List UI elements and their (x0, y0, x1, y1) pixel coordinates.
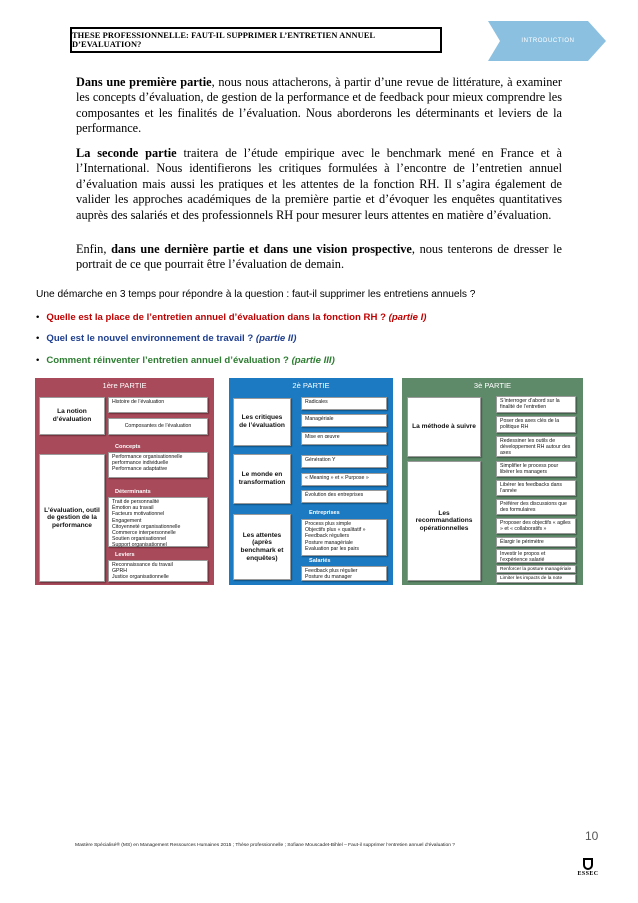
item-box: Élargir le périmètre (496, 537, 576, 547)
item-box: Reconnaissance du travail GPRH Justice organisationnelle (108, 560, 208, 582)
item-box: S’interroger d’abord sur la finalité de l’entretien (496, 396, 576, 413)
paragraph-part-one (76, 75, 562, 137)
panel-heading: 3è PARTIE (473, 380, 512, 390)
bullet-tag: (partie II) (255, 333, 297, 344)
bullet-tag: (partie I) (388, 312, 427, 323)
item-box: Feedback plus régulier Posture du manager (301, 566, 387, 581)
paragraph-lead: La seconde partie (76, 146, 177, 160)
panel-heading: 2è PARTIE (292, 380, 330, 390)
paragraph-text: traitera de l’étude empirique avec le benchmark mené en France et à l’International. Nous identifierons les critiques formulées à l’encontre de l’entretien annuel d’évaluation mais aussi les pratiques et les attentes de la fonction RH. Il s’agira également de valider les approches académiques de la première partie et d’évoquer les enquêtes quantitatives auprès des salariés et des professionnels RH pour mesurer leurs attentes en matière d’évaluation. (76, 146, 562, 222)
paragraph-text: , nous nous attacherons, à partir d’une revue de littérature, à examiner les concepts d’évaluation, de gestion de la performance et de feedback pour mieux comprendre les composantes et les finalités de l’évaluation. Nous aborderons les déterminants et leviers de la performance. (76, 75, 562, 136)
page-number: 10 (585, 829, 599, 843)
item-box: Investir le propos et l’expérience salarié (496, 549, 576, 563)
item-box: Managériale (301, 414, 387, 427)
item-box: Limiter les impacts de la note (496, 574, 576, 583)
item-box: Génération Y (301, 455, 387, 468)
figure-title: Une démarche en 3 temps pour répondre à la question : faut-il supprimer les entretiens annuels ? (36, 289, 476, 300)
bullet-text: Quel est le nouvel environnement de travail ? (46, 333, 254, 344)
paragraph-text: , nous tenterons de dresser le portrait de ce que pourrait être l’évaluation de demain. (76, 242, 563, 272)
figure-bullet-3: • Comment réinventer l’entretien annuel d’évaluation ? (partie III) (36, 355, 335, 366)
group-label: Déterminants (115, 489, 151, 495)
figure-bullet-2: • Quel est le nouvel environnement de travail ? (partie II) (36, 333, 297, 344)
concept-box: L’évaluation, outil de gestion de la performance (39, 454, 105, 582)
diagram-panel-part-1 (35, 378, 214, 585)
item-box: Histoire de l’évaluation (108, 397, 208, 413)
item-box: Poser des axes clés de la politique RH (496, 416, 576, 433)
item-box: Évolution des entreprises (301, 490, 387, 503)
item-box: « Meaning » et « Purpose » (301, 473, 387, 486)
group-label: Concepts (115, 444, 141, 450)
item-box: Préférer des discussions que des formulaires (496, 499, 576, 515)
paragraph-part-three (76, 242, 562, 273)
panel-heading: 1ère PARTIE (102, 380, 147, 390)
diagram-panel-part-3 (402, 378, 583, 585)
item-box: Renforcer la posture managériale (496, 565, 576, 573)
paragraph-lead: dans une dernière partie et dans une vision prospective (111, 242, 412, 256)
essec-logo (575, 858, 601, 877)
concept-box: La méthode à suivre (407, 397, 481, 457)
item-box: Proposer des objectifs « agiles » et « collaboratifs » (496, 518, 576, 534)
section-tab-label: INTRODUCTION (521, 38, 575, 44)
item-box: Composantes de l’évaluation (108, 418, 208, 435)
shield-icon (583, 858, 593, 870)
item-box: Libérer les feedbacks dans l’année (496, 480, 576, 496)
bullet-tag: (partie III) (291, 355, 335, 366)
footer-text: Mastère Spécialisé® (MS) en Management Ressources Humaines 2015 ; Thèse professionnelle ; Sofiane Mouscadet-Bihlel – Faut-il supprimer l’entretien annuel d’évaluation ? (75, 843, 456, 848)
item-box: Redessiner les outils de développement RH autour des axes (496, 436, 576, 457)
bullet-text: Comment réinventer l’entretien annuel d’évaluation ? (46, 355, 289, 366)
paragraph-start: Enfin, (76, 242, 112, 256)
item-box: Mise en œuvre (301, 432, 387, 445)
paragraph-lead: Dans une première partie (76, 75, 212, 89)
group-label: Entreprises (309, 510, 340, 516)
paragraph-part-two (76, 146, 562, 223)
document-header-title: THESE PROFESSIONNELLE: FAUT-IL SUPPRIMER L’ENTRETIEN ANNUEL D’EVALUATION? (70, 27, 442, 53)
bullet-text: Quelle est la place de l’entretien annuel d’évaluation dans la fonction RH ? (46, 312, 386, 323)
diagram-panel-part-2 (229, 378, 393, 585)
concept-box: Les recommandations opérationnelles (407, 461, 481, 581)
item-box: Simplifier le process pour libérer les managers (496, 461, 576, 477)
item-box: Process plus simple Objectifs plus « qualitatif » Feedback réguliers Posture managériale Evaluation par les pairs (301, 519, 387, 556)
concept-box: Les attentes (après benchmark et enquêtes) (233, 514, 291, 580)
figure-bullet-1: • Quelle est la place de l’entretien annuel d’évaluation dans la fonction RH ? (partie I) (36, 312, 427, 323)
group-label: Salariés (309, 558, 331, 564)
item-box: Performance organisationnelle performance individuelle Performance adaptative (108, 452, 208, 478)
concept-box: Les critiques de l’évaluation (233, 398, 291, 446)
item-box: Trait de personnalité Émotion au travail Facteurs motivationnel Engagement Citoyenneté organisationnelle Commerce interpersonnelle Soutien organisationnel Support organisationnel (108, 497, 208, 547)
section-tab (488, 21, 606, 61)
logo-word: ESSEC (577, 871, 599, 877)
item-box: Radicales (301, 397, 387, 410)
concept-box: La notion d’évaluation (39, 397, 105, 435)
group-label: Leviers (115, 552, 135, 558)
concept-box: Le monde en transformation (233, 454, 291, 504)
